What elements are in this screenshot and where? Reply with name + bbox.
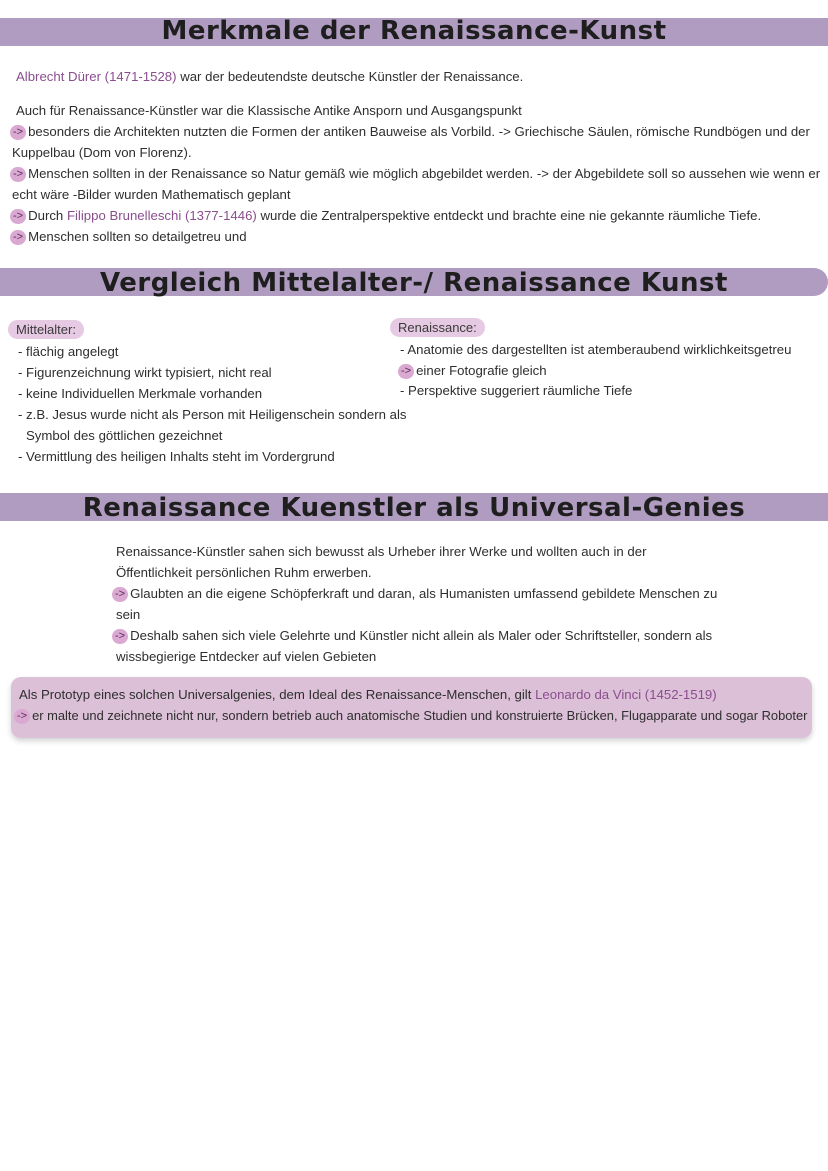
universal-paragraph-3	[112, 626, 712, 646]
leonardo-text: er malte und zeichnete nicht nur, sondern betrieb auch anatomische Studien und konstruierte Brücken, Flugapparate und sogar Roboter	[32, 708, 808, 723]
arrow-marker: ->	[10, 209, 26, 224]
nature-text: Menschen sollten in der Renaissance so Natur gemäß wie möglich abgebildet werden. -> der Abgebildete soll so aussehen wie wenn er	[28, 166, 821, 181]
renaissance-item: - Perspektive suggeriert räumliche Tiefe	[400, 383, 633, 398]
detail-text: Menschen sollten so detailgetreu und	[28, 229, 247, 244]
mittelalter-item: - Figurenzeichnung wirkt typisiert, nicht real	[18, 365, 272, 380]
durer-name: Albrecht Dürer (1471-1528)	[16, 69, 177, 84]
universal-paragraph-3-text: Deshalb sahen sich viele Gelehrte und Künstler nicht allein als Maler oder Schriftsteller, sondern als	[130, 628, 713, 643]
universal-paragraph-2-text: Glaubten an die eigene Schöpferkraft und daran, als Humanisten umfassend gebildete Menschen zu	[130, 586, 718, 601]
leonardo-name: Leonardo da Vinci (1452-1519)	[535, 687, 717, 702]
leonardo-line-2	[14, 706, 807, 726]
mittelalter-item: - flächig angelegt	[18, 344, 119, 359]
renaissance-item-text: einer Fotografie gleich	[416, 363, 547, 378]
renaissance-item: - Anatomie des dargestellten ist atemberaubend wirklichkeitsgetreu	[400, 342, 792, 357]
mittelalter-item: - z.B. Jesus wurde nicht als Person mit Heiligenschein sondern als	[18, 407, 407, 422]
durer-rest: war der bedeutendste deutsche Künstler der Renaissance.	[176, 69, 524, 84]
universal-paragraph-2	[112, 584, 717, 604]
brunelleschi-rest: wurde die Zentralperspektive entdeckt und brachte eine nie gekannte räumliche Tiefe.	[256, 208, 762, 223]
renaissance-tag: Renaissance:	[390, 318, 485, 337]
renaissance-item	[398, 361, 547, 381]
arrow-marker: ->	[112, 629, 128, 644]
brunelleschi-pre: Durch	[28, 208, 67, 223]
universal-paragraph-3b: wissbegierige Entdecker auf vielen Gebieten	[116, 649, 377, 664]
nature-line	[10, 164, 820, 184]
nature-line-2: echt wäre -Bilder wurden Mathematisch geplant	[12, 187, 291, 202]
section3-title: Renaissance Kuenstler als Universal-Genies	[82, 493, 746, 523]
leonardo-line	[19, 685, 717, 705]
leonardo-pre: Als Prototyp eines solchen Universalgenies, dem Ideal des Renaissance-Menschen, gilt	[19, 687, 536, 702]
brunelleschi-line	[10, 206, 761, 226]
section2-title: Vergleich Mittelalter-/ Renaissance Kunst	[100, 268, 728, 298]
arrow-marker: ->	[10, 230, 26, 245]
arrow-marker: ->	[10, 125, 26, 140]
arrow-marker: ->	[10, 167, 26, 182]
antike-line: Auch für Renaissance-Künstler war die Klassische Antike Ansporn und Ausgangspunkt	[16, 103, 522, 118]
universal-paragraph-1: Renaissance-Künstler sahen sich bewusst als Urheber ihrer Werke und wollten auch in der	[116, 544, 647, 559]
architecture-line-2: Kuppelbau (Dom von Florenz).	[12, 145, 192, 160]
mittelalter-tag: Mittelalter:	[8, 320, 84, 339]
architecture-text: besonders die Architekten nutzten die Formen der antiken Bauweise als Vorbild. -> Griechische Säulen, römische Rundbögen und der	[28, 124, 810, 139]
architecture-line	[10, 122, 810, 142]
brunelleschi-name: Filippo Brunelleschi (1377-1446)	[66, 208, 257, 223]
universal-paragraph-2b: sein	[116, 607, 141, 622]
durer-line	[16, 67, 523, 87]
arrow-marker: ->	[14, 709, 30, 724]
section1-title: Merkmale der Renaissance-Kunst	[161, 16, 667, 46]
mittelalter-item: - keine Individuellen Merkmale vorhanden	[18, 386, 263, 401]
universal-paragraph-1b: Öffentlichkeit persönlichen Ruhm erwerben.	[116, 565, 372, 580]
mittelalter-item: Symbol des göttlichen gezeichnet	[26, 428, 223, 443]
arrow-marker: ->	[398, 364, 414, 379]
mittelalter-item: - Vermittlung des heiligen Inhalts steht im Vordergrund	[18, 449, 335, 464]
arrow-marker: ->	[112, 587, 128, 602]
detail-line	[10, 227, 247, 247]
